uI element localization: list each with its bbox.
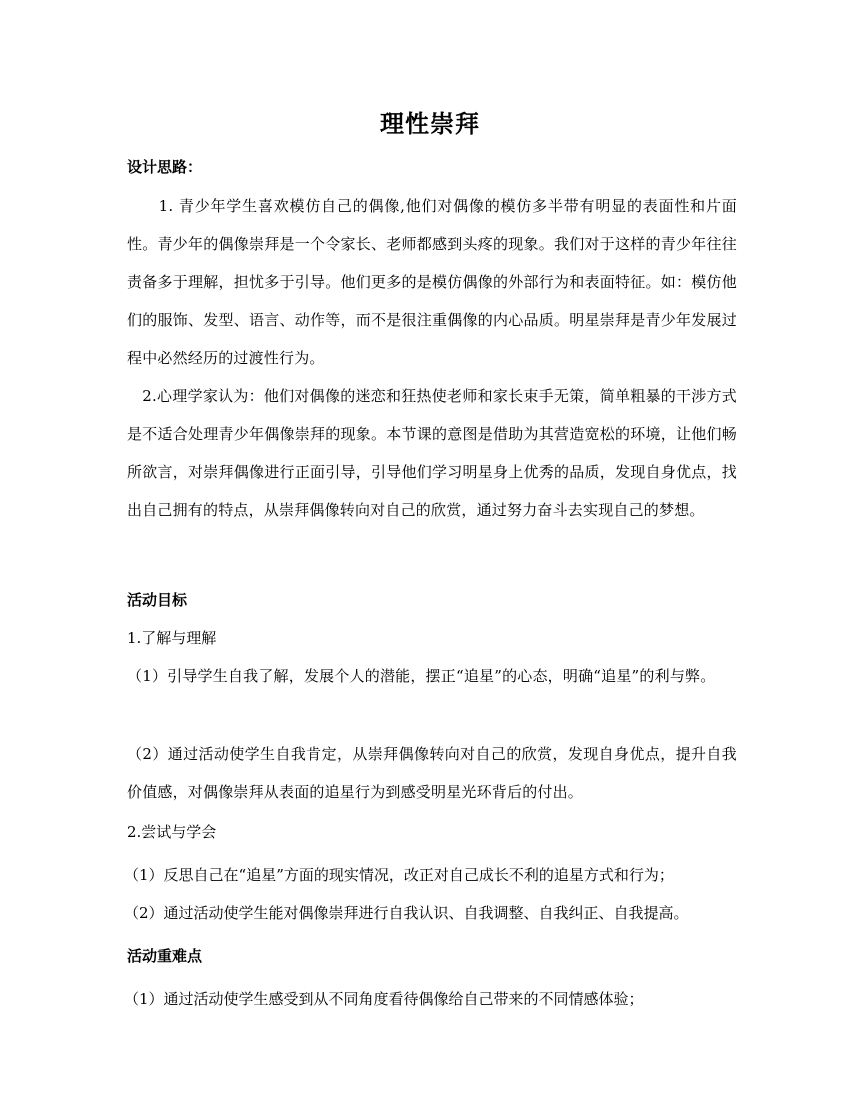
difficulty-heading: 活动重难点 [127,947,203,965]
design-paragraph-1: 1. 青少年学生喜欢模仿自己的偶像,他们对偶像的模仿多半带有明显的表面性和片面性。青少年的偶像崇拜是一个令家长、老师都感到头疼的现象。我们对于这样的青少年往往责备多于理解，担忧多于引导。他们更多的是模仿偶像的外部行为和表面特征。如：模仿他们的服饰、发型、语言、动作等，而不是很注重偶像的内心品质。明星崇拜是青少年发展过程中必然经历的过渡性行为。 [127,197,737,367]
goal-1-item-2: （2）通过活动使学生自我肯定，从崇拜偶像转向对自己的欣赏，发现自身优点，提升自我价值感，对偶像崇拜从表面的追星行为到感受明星光环背后的付出。 [127,745,737,801]
goal-1-title: 1.了解与理解 [127,629,217,647]
difficulty-item-1: （1）通过活动使学生感受到从不同角度看待偶像给自己带来的不同情感体验； [124,990,644,1008]
goal-2-title: 2.尝试与学会 [127,823,217,841]
goals-heading: 活动目标 [127,591,188,609]
goal-1-item-1: （1）引导学生自我了解，发展个人的潜能，摆正“追星”的心态，明确“追星”的利与弊。 [127,667,716,685]
design-heading: 设计思路： [127,158,203,176]
document-title: 理性崇拜 [380,110,480,138]
design-paragraph-2: 2.心理学家认为：他们对偶像的迷恋和狂热使老师和家长束手无策，简单粗暴的干涉方式是不适合处理青少年偶像崇拜的现象。本节课的意图是借助为其营造宽松的环境，让他们畅所欲言，对崇拜偶像进行正面引导，引导他们学习明星身上优秀的品质，发现自身优点，找出自己拥有的特点，从崇拜偶像转向对自己的欣赏，通过努力奋斗去实现自己的梦想。 [127,387,737,519]
goal-2-item-2: （2）通过活动使学生能对偶像崇拜进行自我认识、自我调整、自我纠正、自我提高。 [124,904,689,922]
goal-2-item-1: （1）反思自己在“追星”方面的现实情况，改正对自己成长不利的追星方式和行为； [124,866,674,884]
